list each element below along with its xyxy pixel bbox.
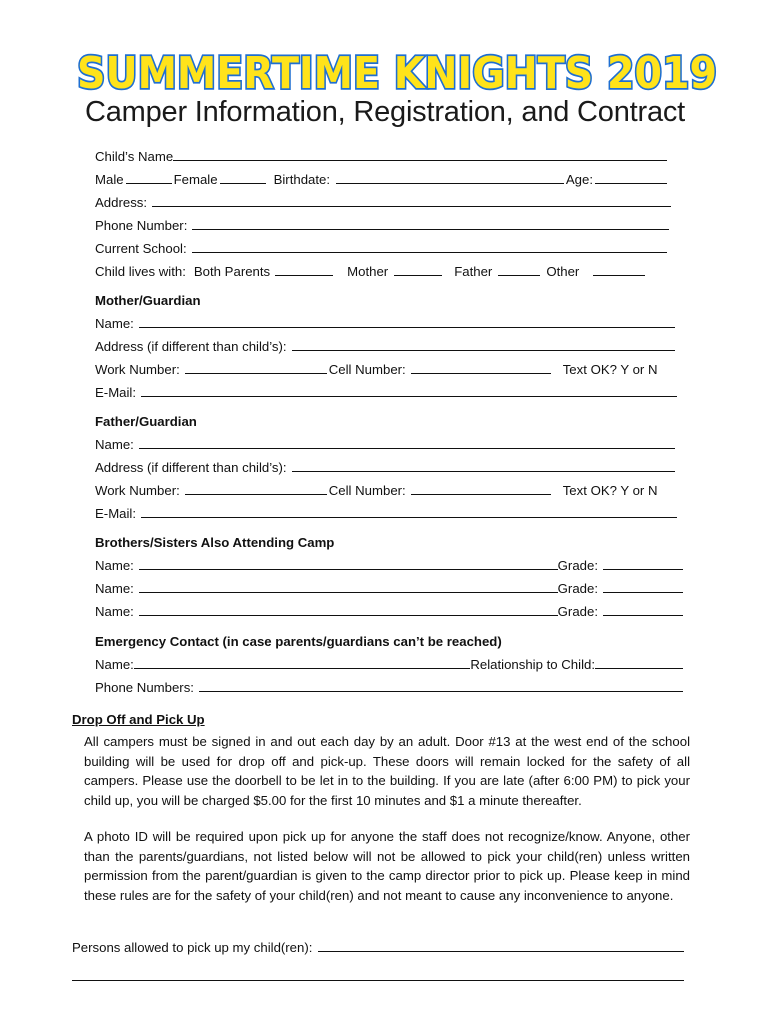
female-label: Female xyxy=(173,172,218,187)
mother-guardian-section xyxy=(95,285,685,400)
age-label: Age: xyxy=(565,172,593,187)
child-address-label: Address: xyxy=(95,195,148,210)
pickup-extra-field[interactable] xyxy=(72,979,684,981)
pickup-section xyxy=(72,932,684,981)
child-phone-row xyxy=(95,210,685,233)
mother-name-field[interactable] xyxy=(139,313,675,328)
father-option-label: Father xyxy=(454,264,493,279)
other-option-label: Other xyxy=(546,264,580,279)
father-name-row xyxy=(95,429,685,452)
mother-address-label: Address (if different than child’s): xyxy=(95,339,287,354)
sibling-3-grade-label: Grade: xyxy=(557,604,598,619)
pickup-field[interactable] xyxy=(318,937,684,952)
father-option-field[interactable] xyxy=(498,261,540,276)
age-field[interactable] xyxy=(595,169,667,184)
both-parents-label: Both Parents xyxy=(193,264,271,279)
sibling-2-grade-field[interactable] xyxy=(603,578,683,593)
sibling-row-1 xyxy=(95,550,685,573)
dropoff-section xyxy=(72,712,690,905)
sibling-1-grade-field[interactable] xyxy=(603,555,683,570)
child-phone-field[interactable] xyxy=(192,215,669,230)
birthdate-label: Birthdate: xyxy=(273,172,331,187)
child-name-field[interactable] xyxy=(173,146,667,161)
mother-address-row xyxy=(95,331,685,354)
pickup-label: Persons allowed to pick up my child(ren): xyxy=(72,940,313,955)
pickup-row xyxy=(72,932,684,955)
emergency-phones-label: Phone Numbers: xyxy=(95,680,194,695)
sibling-3-grade-field[interactable] xyxy=(603,601,683,616)
mother-name-row xyxy=(95,308,685,331)
father-email-label: E-Mail: xyxy=(95,506,137,521)
mother-phone-row xyxy=(95,354,685,377)
child-school-field[interactable] xyxy=(192,238,667,253)
camp-banner-logo xyxy=(72,44,722,100)
relationship-field[interactable] xyxy=(595,654,683,669)
emergency-heading: Emergency Contact (in case parents/guardians can’t be reached) xyxy=(95,634,502,649)
father-email-row xyxy=(95,498,685,521)
mother-email-label: E-Mail: xyxy=(95,385,137,400)
male-label: Male xyxy=(95,172,124,187)
sibling-1-name-label: Name: xyxy=(95,558,134,573)
father-cell-field[interactable] xyxy=(411,480,551,495)
child-gender-row xyxy=(95,164,685,187)
sibling-2-name-label: Name: xyxy=(95,581,134,596)
child-name-label: Child’s Name xyxy=(95,149,174,164)
both-parents-field[interactable] xyxy=(275,261,333,276)
father-name-field[interactable] xyxy=(139,434,675,449)
child-info-section xyxy=(95,141,685,279)
mother-option-field[interactable] xyxy=(394,261,442,276)
father-work-label: Work Number: xyxy=(95,483,180,498)
mother-option-label: Mother xyxy=(347,264,389,279)
child-name-row xyxy=(95,141,685,164)
mother-heading: Mother/Guardian xyxy=(95,293,201,308)
father-heading: Father/Guardian xyxy=(95,414,197,429)
sibling-1-name-field[interactable] xyxy=(139,555,558,570)
mother-name-label: Name: xyxy=(95,316,134,331)
father-address-row xyxy=(95,452,685,475)
lives-with-label: Child lives with: xyxy=(95,264,186,279)
father-name-label: Name: xyxy=(95,437,134,452)
mother-text-ok[interactable]: Text OK? Y or N xyxy=(562,362,658,377)
dropoff-paragraph-1: All campers must be signed in and out each day by an adult. Door #13 at the west end of the school building will be used for drop off and pick-up. These doors will remain locked for the safety of all campers. Please use the doorbell to be let in to the building. If you are late (after 6:00 PM) to pick your child up, you will be charged $5.00 for the first 10 minutes and $1 a minute thereafter. xyxy=(84,734,690,808)
emergency-name-row xyxy=(95,649,685,672)
child-address-row xyxy=(95,187,685,210)
female-field[interactable] xyxy=(220,169,266,184)
mother-email-field[interactable] xyxy=(141,382,677,397)
emergency-section xyxy=(95,626,685,695)
father-work-field[interactable] xyxy=(185,480,327,495)
sibling-row-3 xyxy=(95,596,685,619)
mother-address-field[interactable] xyxy=(292,336,675,351)
birthdate-field[interactable] xyxy=(336,169,564,184)
child-lives-with-row xyxy=(95,256,685,279)
child-address-field[interactable] xyxy=(152,192,671,207)
child-phone-label: Phone Number: xyxy=(95,218,188,233)
father-text-ok[interactable]: Text OK? Y or N xyxy=(562,483,658,498)
other-option-field[interactable] xyxy=(593,261,645,276)
father-cell-label: Cell Number: xyxy=(328,483,406,498)
emergency-name-label: Name: xyxy=(95,657,134,672)
emergency-phone-row xyxy=(95,672,685,695)
dropoff-heading: Drop Off and Pick Up xyxy=(72,712,205,727)
sibling-3-name-label: Name: xyxy=(95,604,134,619)
sibling-2-grade-label: Grade: xyxy=(557,581,598,596)
siblings-section xyxy=(95,527,685,619)
father-address-field[interactable] xyxy=(292,457,675,472)
father-phone-row xyxy=(95,475,685,498)
mother-cell-label: Cell Number: xyxy=(328,362,406,377)
emergency-name-field[interactable] xyxy=(134,654,471,669)
page-title: Camper Information, Registration, and Contract xyxy=(84,96,686,128)
child-school-label: Current School: xyxy=(95,241,187,256)
child-school-row xyxy=(95,233,685,256)
father-guardian-section xyxy=(95,406,685,521)
male-field[interactable] xyxy=(126,169,172,184)
banner-text: SUMMERTIME KNIGHTS 2019 xyxy=(77,48,717,99)
emergency-phones-field[interactable] xyxy=(199,677,683,692)
father-address-label: Address (if different than child’s): xyxy=(95,460,287,475)
sibling-2-name-field[interactable] xyxy=(139,578,558,593)
mother-work-label: Work Number: xyxy=(95,362,180,377)
sibling-3-name-field[interactable] xyxy=(139,601,558,616)
mother-cell-field[interactable] xyxy=(411,359,551,374)
mother-work-field[interactable] xyxy=(185,359,327,374)
relationship-label: Relationship to Child: xyxy=(470,657,595,672)
father-email-field[interactable] xyxy=(141,503,677,518)
siblings-heading: Brothers/Sisters Also Attending Camp xyxy=(95,535,335,550)
sibling-1-grade-label: Grade: xyxy=(557,558,598,573)
mother-email-row xyxy=(95,377,685,400)
sibling-row-2 xyxy=(95,573,685,596)
dropoff-paragraph-2: A photo ID will be required upon pick up for anyone the staff does not recognize/know. Anyone, other than the parents/guardians, not listed below will not be allowed to pick your child(ren) unless written permission from the parent/guardian is given to the camp director prior to pick up. Please keep in mind these rules are for the safety of your child(ren) and not meant to cause any inconvenience to anyone. xyxy=(84,829,690,903)
